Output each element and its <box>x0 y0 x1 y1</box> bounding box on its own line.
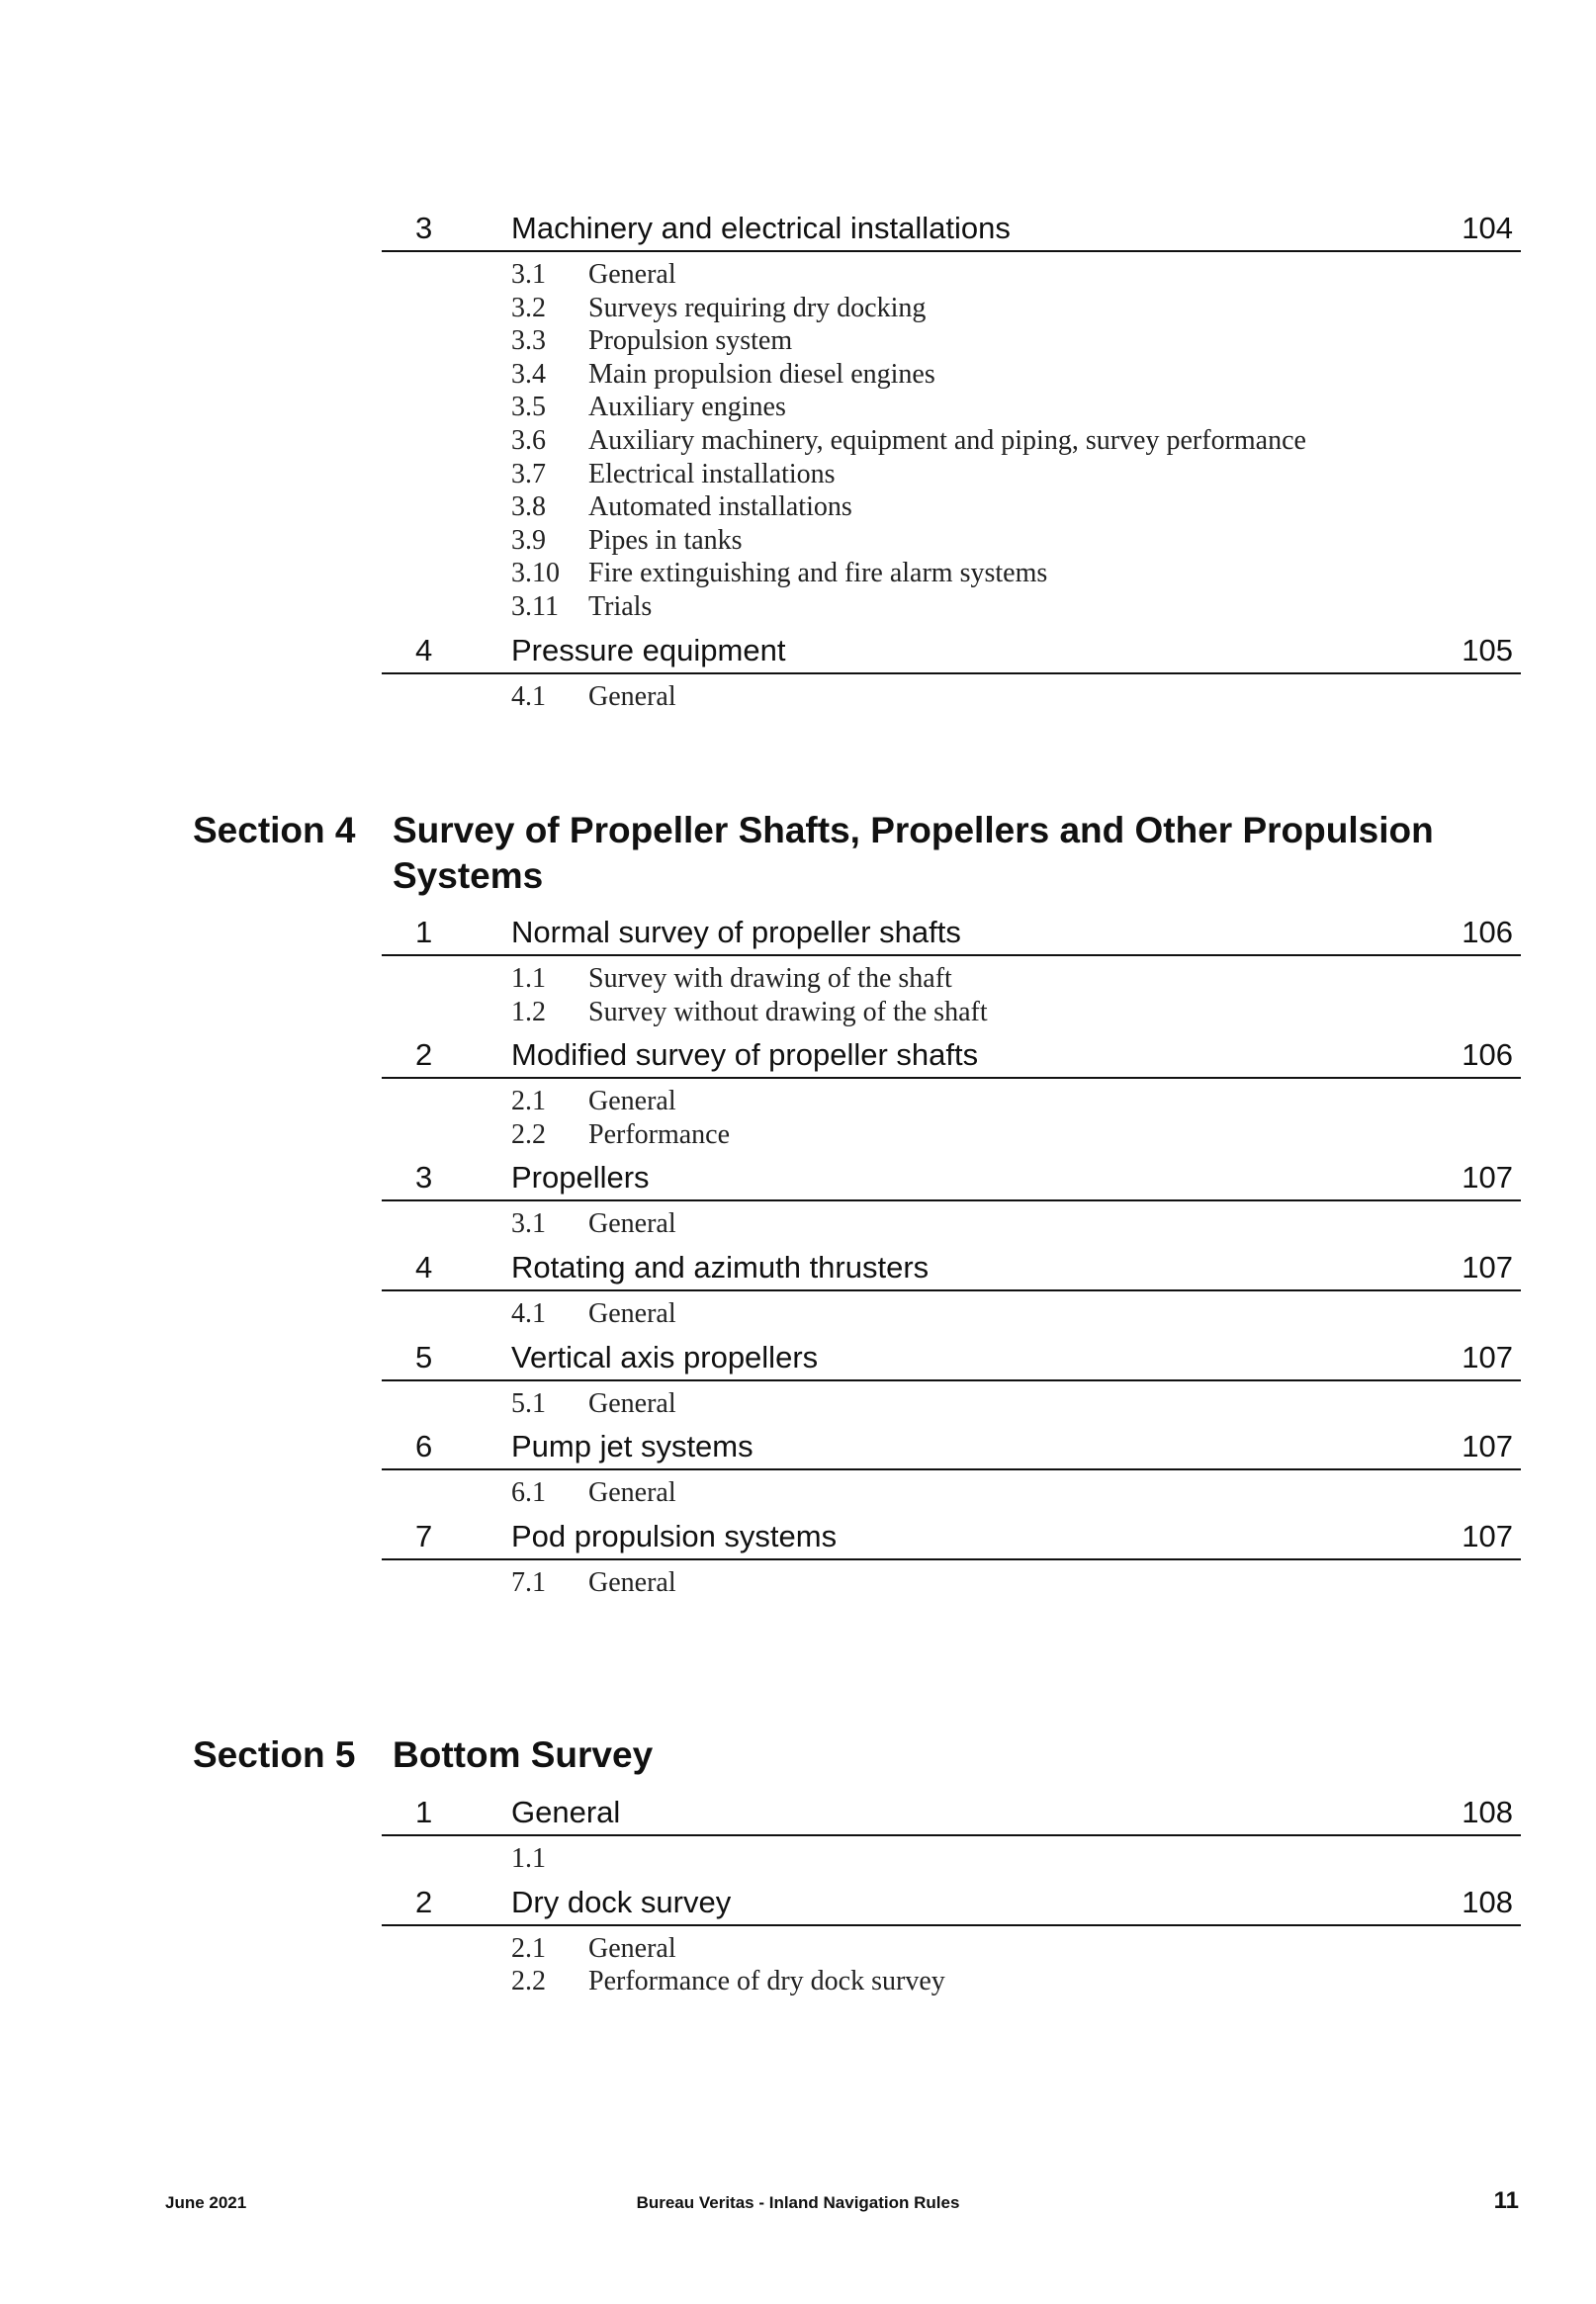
subarticle-title: General <box>588 1297 676 1329</box>
subarticle <box>0 1476 1596 1510</box>
subarticle-list <box>0 1834 1596 1880</box>
article-title: Vertical axis propellers <box>511 1339 819 1374</box>
subarticle-number: 1.1 <box>511 963 546 994</box>
subarticle-title: General <box>588 680 676 712</box>
subarticle <box>0 458 1596 491</box>
article-number: 1 <box>415 1795 433 1829</box>
subarticle-title: Surveys requiring dry docking <box>588 292 927 323</box>
subarticle-title: General <box>588 1477 676 1509</box>
article <box>0 1514 1596 1604</box>
subarticle-number: 3.9 <box>511 524 546 556</box>
subarticle-number: 3.7 <box>511 458 546 489</box>
subarticle <box>0 557 1596 590</box>
subarticle <box>0 524 1596 558</box>
article <box>0 206 1596 628</box>
article-page-number: 105 <box>1462 632 1513 667</box>
article-title: General <box>511 1795 621 1829</box>
article-page-number: 107 <box>1462 1249 1513 1285</box>
article-title: Normal survey of propeller shafts <box>511 915 961 949</box>
subarticle-list <box>0 1468 1596 1514</box>
subarticle-title: Automated installations <box>588 491 852 523</box>
article-heading <box>0 1245 1596 1289</box>
subarticle-number: 3.3 <box>511 325 546 357</box>
subarticle-list <box>0 250 1596 628</box>
subarticle <box>0 324 1596 358</box>
subarticle <box>0 1118 1596 1152</box>
article-number: 2 <box>415 1037 433 1073</box>
section-label: Section 4 <box>193 810 356 850</box>
subarticle-number: 3.1 <box>511 1208 546 1240</box>
subarticle <box>0 424 1596 458</box>
article-rule <box>382 1077 1521 1079</box>
article-number: 7 <box>415 1518 433 1553</box>
subarticle-title: Electrical installations <box>588 458 836 489</box>
subarticle-list <box>0 1379 1596 1425</box>
subarticle-title: Auxiliary machinery, equipment and piping, survey performance <box>588 424 1306 456</box>
footer-publication: Bureau Veritas - Inland Navigation Rules <box>636 2193 960 2212</box>
subarticle <box>0 680 1596 714</box>
article <box>0 628 1596 718</box>
subarticle-number: 3.11 <box>511 590 559 622</box>
subarticle-list <box>0 1924 1596 2002</box>
article-number: 5 <box>415 1339 433 1374</box>
subarticle-list <box>0 1558 1596 1604</box>
subarticle <box>0 996 1596 1029</box>
subarticle-title: General <box>588 1086 676 1117</box>
article-heading <box>0 1335 1596 1379</box>
subarticle-number: 3.10 <box>511 558 560 589</box>
subarticle <box>0 292 1596 325</box>
article-title: Rotating and azimuth thrusters <box>511 1249 930 1285</box>
subarticle-list <box>0 1077 1596 1155</box>
article-heading <box>0 910 1596 954</box>
article-page-number: 106 <box>1462 1037 1513 1073</box>
article-number: 3 <box>415 1160 433 1196</box>
subarticle-title: General <box>588 1932 676 1964</box>
subarticle <box>0 1842 1596 1876</box>
article-title: Modified survey of propeller shafts <box>511 1037 979 1073</box>
subarticle <box>0 358 1596 392</box>
subarticle-number: 2.1 <box>511 1932 546 1964</box>
subarticle-title: General <box>588 1566 676 1598</box>
subarticle <box>0 962 1596 996</box>
article-rule <box>382 1924 1521 1926</box>
article-heading <box>0 1880 1596 1924</box>
section-articles <box>0 1790 1596 2002</box>
article-page-number: 106 <box>1462 915 1513 949</box>
article <box>0 1155 1596 1245</box>
subarticle-number: 4.1 <box>511 1297 546 1329</box>
article-page-number: 107 <box>1462 1429 1513 1464</box>
subarticle-number: 2.2 <box>511 1966 546 1997</box>
subarticle <box>0 1207 1596 1241</box>
article-page-number: 108 <box>1462 1884 1513 1919</box>
subarticle-number: 3.1 <box>511 259 546 290</box>
subarticle-title: Performance <box>588 1118 731 1150</box>
article <box>0 1790 1596 1880</box>
article-heading <box>0 1790 1596 1834</box>
subarticle-list <box>0 954 1596 1032</box>
article-number: 3 <box>415 211 433 245</box>
subarticle-number: 5.1 <box>511 1387 546 1419</box>
subarticle-number: 4.1 <box>511 680 546 712</box>
article-heading <box>0 1424 1596 1468</box>
article-number: 4 <box>415 1249 433 1285</box>
page-footer <box>0 2187 1596 2227</box>
article <box>0 1335 1596 1425</box>
article-rule <box>382 250 1521 252</box>
article-rule <box>382 1834 1521 1836</box>
subarticle-number: 3.6 <box>511 424 546 456</box>
subarticle-number: 2.2 <box>511 1118 546 1150</box>
subarticle-title: Auxiliary engines <box>588 392 786 423</box>
subarticle-title: Fire extinguishing and fire alarm systems <box>588 558 1048 589</box>
article-heading <box>0 206 1596 250</box>
subarticle <box>0 1297 1596 1331</box>
article-number: 1 <box>415 915 433 949</box>
subarticle <box>0 391 1596 424</box>
subarticle <box>0 1085 1596 1118</box>
article-number: 4 <box>415 632 433 667</box>
article <box>0 910 1596 1032</box>
subarticle-title: General <box>588 1387 676 1419</box>
subarticle <box>0 590 1596 624</box>
continued-articles <box>0 206 1596 717</box>
subarticle-title: Pipes in tanks <box>588 524 743 556</box>
subarticle-number: 3.5 <box>511 392 546 423</box>
footer-page-number: 11 <box>1493 2187 1519 2214</box>
article-title: Pressure equipment <box>511 632 786 667</box>
section-title: Survey of Propeller Shafts, Propellers and Other Propulsion Systems <box>393 810 1434 896</box>
article-rule <box>382 1379 1521 1381</box>
article-heading <box>0 1514 1596 1558</box>
subarticle-number: 2.1 <box>511 1086 546 1117</box>
article-page-number: 108 <box>1462 1795 1513 1829</box>
article-heading <box>0 1032 1596 1077</box>
footer-date: June 2021 <box>165 2193 247 2212</box>
article-title: Machinery and electrical installations <box>511 211 1011 245</box>
article-rule <box>382 672 1521 674</box>
article <box>0 1032 1596 1155</box>
article-title: Propellers <box>511 1160 650 1196</box>
article-title: Pod propulsion systems <box>511 1518 838 1553</box>
subarticle-list <box>0 1199 1596 1245</box>
subarticle-title: General <box>588 259 676 290</box>
subarticle-number: 3.8 <box>511 491 546 523</box>
subarticle-title: Survey with drawing of the shaft <box>588 963 952 994</box>
subarticle-number: 3.4 <box>511 358 546 390</box>
subarticle-number: 6.1 <box>511 1477 546 1509</box>
subarticle-list <box>0 1289 1596 1335</box>
article-number: 2 <box>415 1884 433 1919</box>
article-title: Pump jet systems <box>511 1429 754 1464</box>
subarticle <box>0 1387 1596 1421</box>
article-rule <box>382 1468 1521 1470</box>
subarticle-title: Survey without drawing of the shaft <box>588 996 988 1027</box>
subarticle-number: 3.2 <box>511 292 546 323</box>
subarticle <box>0 1965 1596 1998</box>
subarticle-number: 1.2 <box>511 996 546 1027</box>
section-title: Bottom Survey <box>393 1734 654 1775</box>
subarticle <box>0 1932 1596 1966</box>
article <box>0 1245 1596 1335</box>
article-title: Dry dock survey <box>511 1884 732 1919</box>
article-rule <box>382 954 1521 956</box>
subarticle-list <box>0 672 1596 718</box>
article-page-number: 107 <box>1462 1518 1513 1553</box>
subarticle-title: Trials <box>588 590 653 622</box>
article-page-number: 107 <box>1462 1339 1513 1374</box>
article-rule <box>382 1289 1521 1291</box>
subarticle-number: 1.1 <box>511 1843 546 1874</box>
article-page-number: 107 <box>1462 1160 1513 1196</box>
article-heading <box>0 628 1596 672</box>
subarticle-title: Performance of dry dock survey <box>588 1966 945 1997</box>
subarticle <box>0 258 1596 292</box>
section-articles <box>0 910 1596 1603</box>
article-heading <box>0 1155 1596 1199</box>
section-label: Section 5 <box>193 1734 356 1775</box>
subarticle-title: Propulsion system <box>588 325 793 357</box>
subarticle <box>0 1566 1596 1600</box>
subarticle-title: Main propulsion diesel engines <box>588 358 935 390</box>
article-number: 6 <box>415 1429 433 1464</box>
subarticle-title: General <box>588 1208 676 1240</box>
article <box>0 1880 1596 2002</box>
article <box>0 1424 1596 1514</box>
article-rule <box>382 1199 1521 1201</box>
article-rule <box>382 1558 1521 1560</box>
subarticle-number: 7.1 <box>511 1566 546 1598</box>
article-page-number: 104 <box>1462 211 1513 245</box>
subarticle <box>0 490 1596 524</box>
